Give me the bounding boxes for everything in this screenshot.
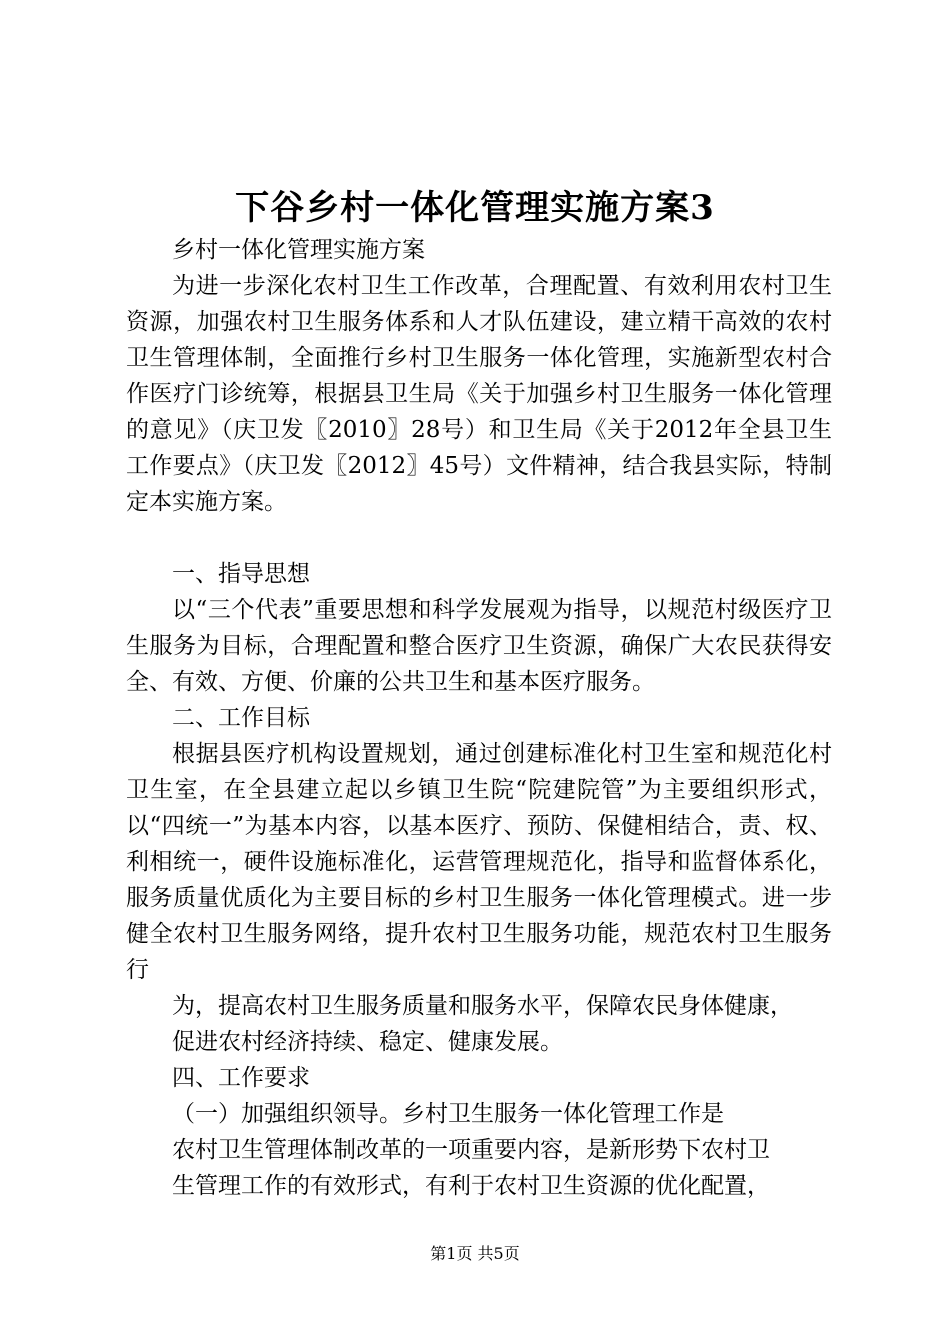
section-4-paragraph-1: （一）加强组织领导。乡村卫生服务一体化管理工作是 <box>172 1101 724 1127</box>
section-2-paragraph: 根据县医疗机构设置规划，通过创建标准化村卫生室和规范化村卫生室，在全县建立起以乡镇卫生院“院建院管”为主要组织形式，以“四统一”为基本内容，以基本医疗、预防、保健相结合，责、权、利相统一，硬件设施标准化，运营管理规范化，指导和监督体系化，服务质量优质化为主要目标的乡村卫生服务一体化管理模式。进一步健全农村卫生服务网络，提升农村卫生服务功能，规范农村卫生服务行 <box>126 741 832 983</box>
section-heading-2: 二、工作目标 <box>172 705 310 731</box>
subtitle-paragraph: 乡村一体化管理实施方案 <box>172 237 425 263</box>
document-body <box>126 232 832 1204</box>
section-1-paragraph: 以“三个代表”重要思想和科学发展观为指导，以规范村级医疗卫生服务为目标，合理配置和整合医疗卫生资源，确保广大农民获得安全、有效、方便、价廉的公共卫生和基本医疗服务。 <box>126 597 832 695</box>
document-title: 下谷乡村一体化管理实施方案3 <box>235 188 715 228</box>
section-heading-1: 一、指导思想 <box>172 561 310 587</box>
section-heading-4: 四、工作要求 <box>172 1065 310 1091</box>
paragraph-gap <box>126 520 832 556</box>
section-4-paragraph-3: 生管理工作的有效形式，有利于农村卫生资源的优化配置， <box>172 1173 770 1199</box>
page-footer: 第1页 共5页 <box>430 1244 520 1263</box>
section-2-continuation-1: 为，提高农村卫生服务质量和服务水平，保障农民身体健康， <box>172 993 793 1019</box>
intro-paragraph: 为进一步深化农村卫生工作改革，合理配置、有效利用农村卫生资源，加强农村卫生服务体系和人才队伍建设，建立精干高效的农村卫生管理体制，全面推行乡村卫生服务一体化管理，实施新型农村合作医疗门诊统筹，根据县卫生局《关于加强乡村卫生服务一体化管理的意见》（庆卫发〖2010〗28号）和卫生局《关于2012年全县卫生工作要点》（庆卫发〖2012〗45号）文件精神，结合我县实际，特制定本实施方案。 <box>126 273 832 515</box>
section-4-paragraph-2: 农村卫生管理体制改革的一项重要内容，是新形势下农村卫 <box>172 1137 770 1163</box>
section-2-continuation-2: 促进农村经济持续、稳定、健康发展。 <box>172 1029 563 1055</box>
